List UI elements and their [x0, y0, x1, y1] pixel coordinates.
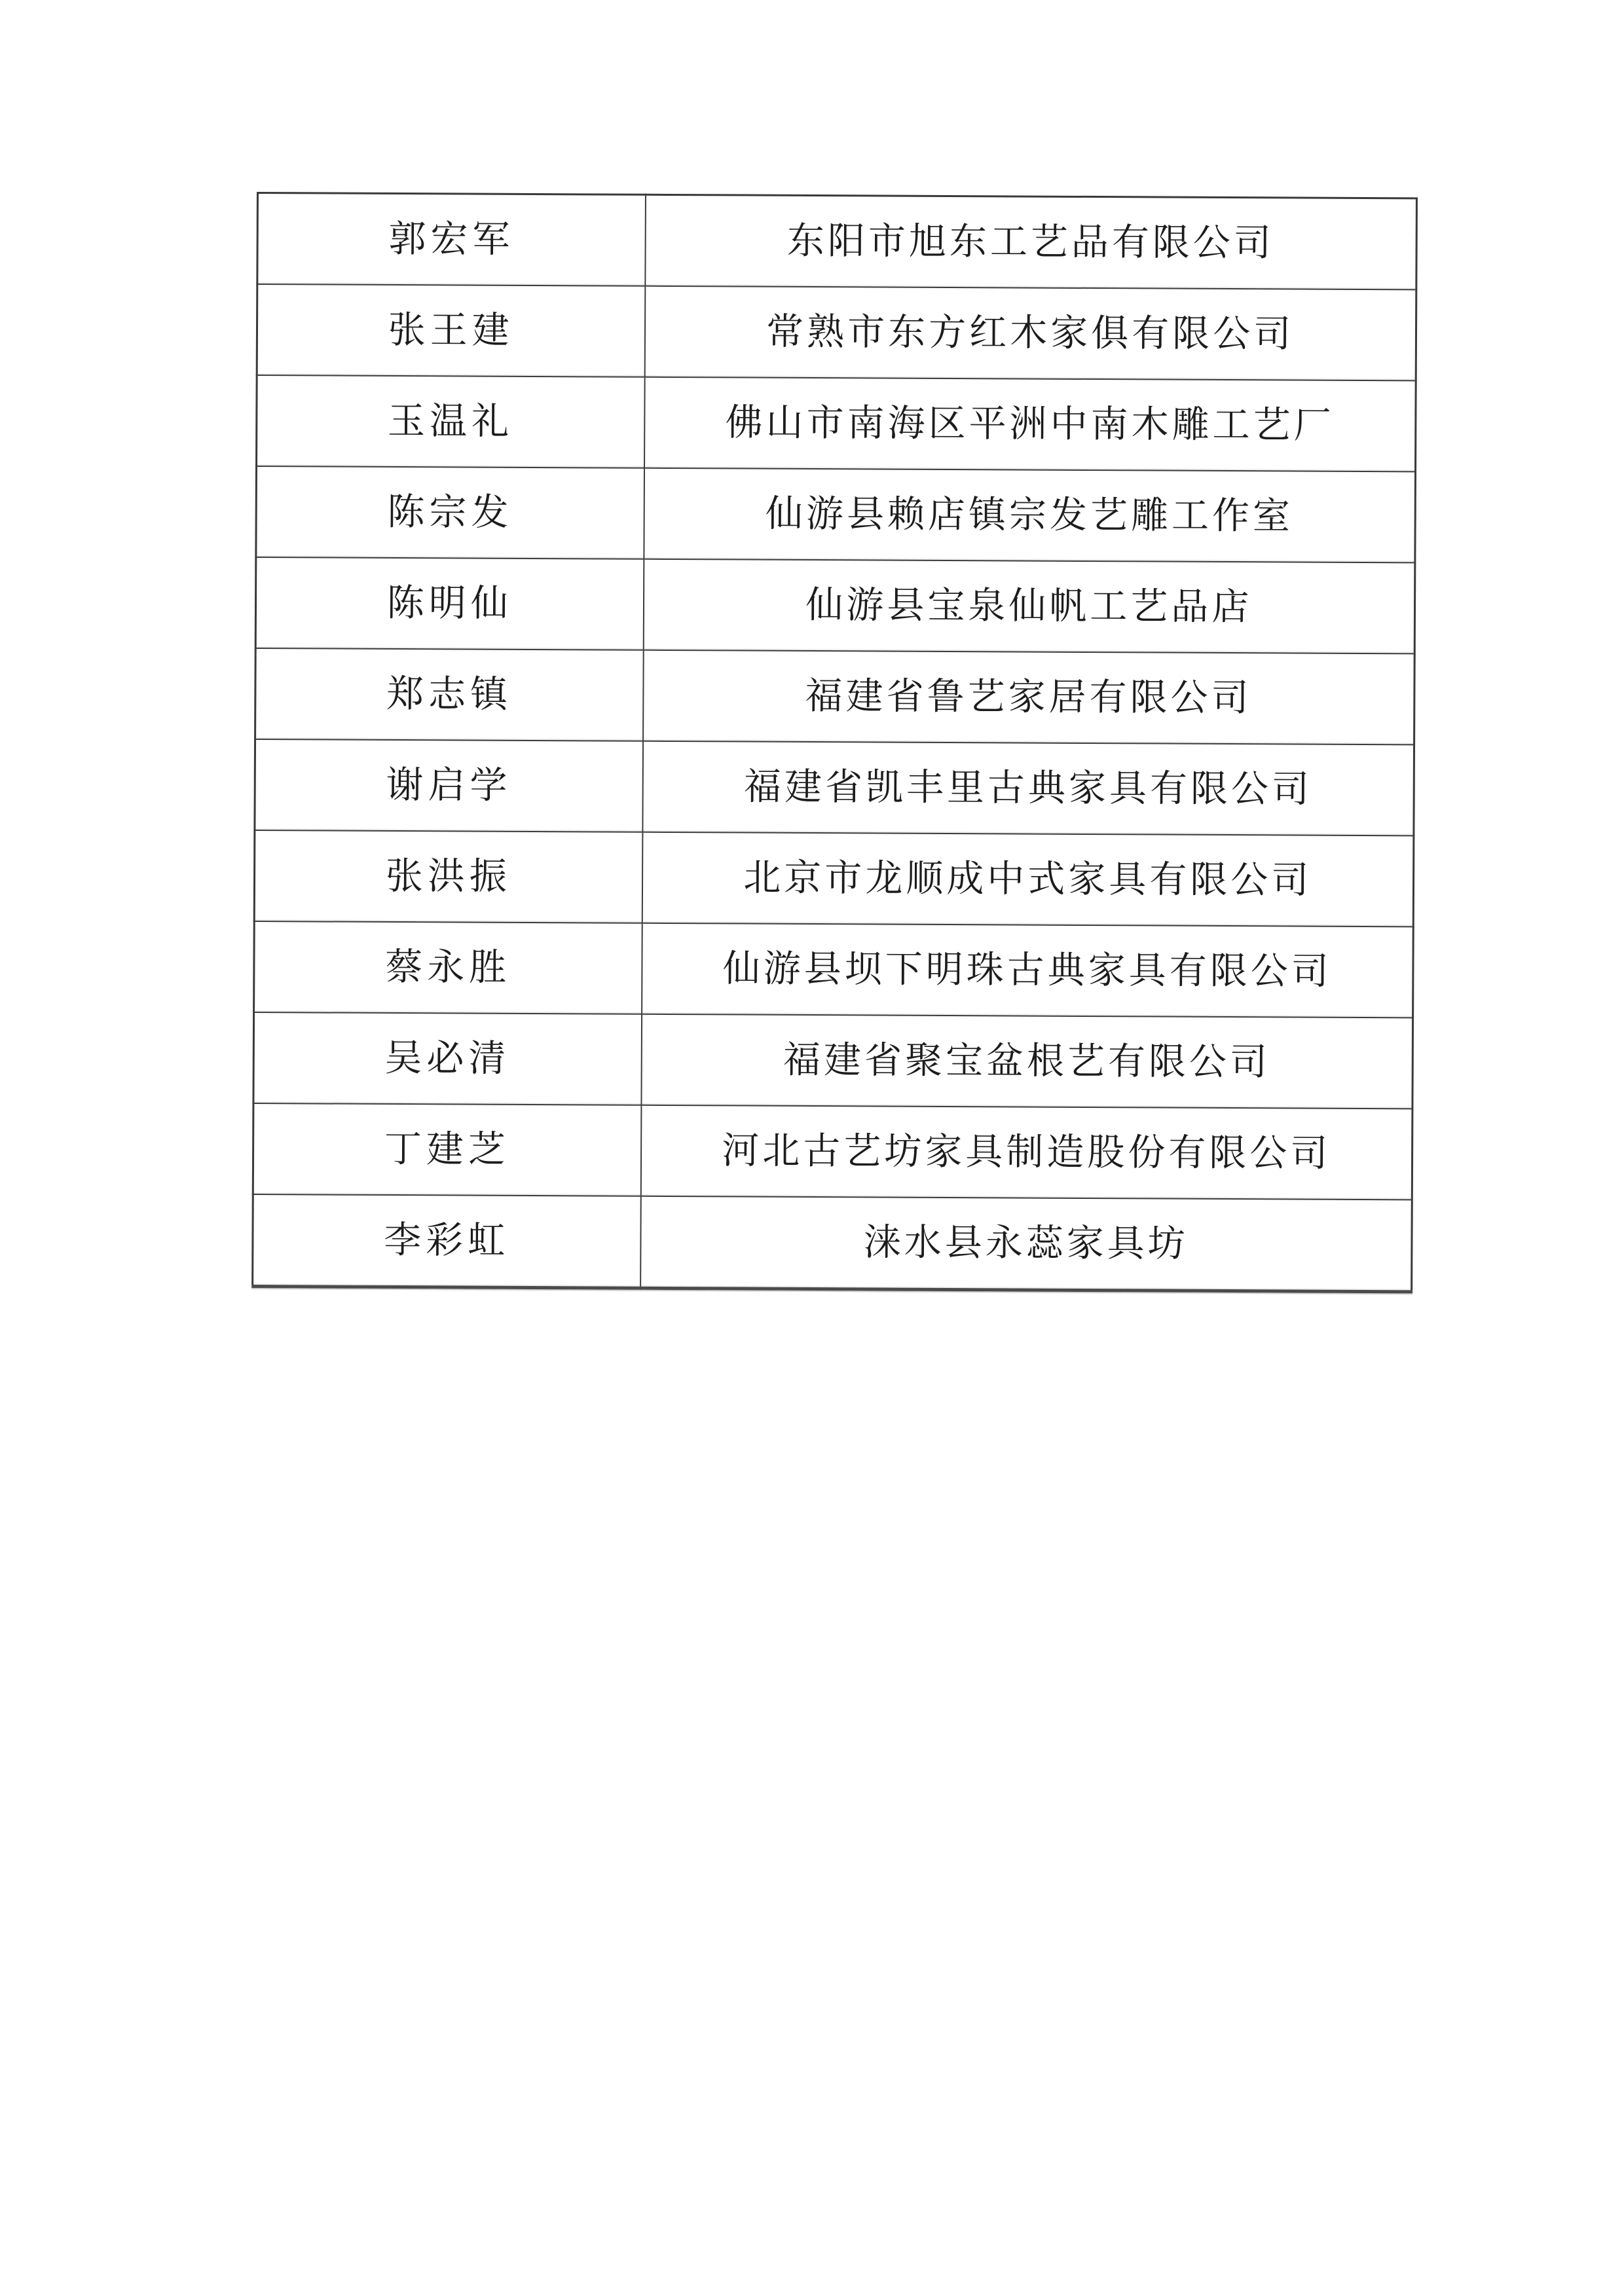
name-cell: 张洪振 [254, 830, 642, 923]
company-cell: 仙游县宝泉仙帆工艺品店 [643, 559, 1415, 654]
company-cell: 东阳市旭东工艺品有限公司 [645, 194, 1417, 289]
company-cell: 北京市龙顺成中式家具有限公司 [642, 832, 1414, 927]
name-cell: 陈明仙 [255, 557, 644, 650]
table-row [257, 284, 1416, 380]
name-cell: 李彩虹 [253, 1194, 641, 1288]
name-cell: 丁建芝 [253, 1103, 641, 1196]
name-cell: 郭宏军 [257, 193, 646, 286]
name-cell: 郑志镇 [255, 648, 644, 741]
table-row [253, 1012, 1413, 1109]
table-row [255, 739, 1414, 835]
company-cell: 福建省凯丰里古典家具有限公司 [642, 741, 1414, 836]
company-cell: 福建省鲁艺家居有限公司 [643, 650, 1415, 745]
company-cell: 佛山市南海区平洲中南木雕工艺厂 [644, 377, 1416, 472]
table-row [257, 193, 1417, 290]
name-company-table [251, 192, 1418, 1293]
table-row [253, 1103, 1412, 1200]
name-cell: 蔡永胜 [254, 921, 642, 1014]
table-row [255, 557, 1415, 653]
table-row [256, 466, 1416, 562]
company-cell: 仙游县坝下明珠古典家具有限公司 [642, 923, 1414, 1018]
company-cell: 涞水县永蕊家具坊 [640, 1196, 1412, 1292]
table-row [253, 1194, 1412, 1292]
name-cell: 张王建 [257, 284, 645, 377]
name-cell: 玉温礼 [257, 375, 645, 468]
name-cell: 吴必清 [253, 1012, 642, 1105]
table-row [257, 375, 1416, 471]
company-cell: 福建省聚宝盆根艺有限公司 [641, 1014, 1413, 1109]
table-row [254, 830, 1414, 927]
table-row [254, 921, 1414, 1018]
name-cell: 陈宗发 [256, 466, 644, 559]
company-cell: 河北古艺坊家具制造股份有限公司 [640, 1105, 1412, 1200]
table-row [255, 648, 1415, 744]
company-cell: 仙游县赖店镇宗发艺雕工作室 [644, 468, 1416, 563]
name-cell: 谢启学 [255, 739, 643, 832]
company-cell: 常熟市东方红木家俱有限公司 [644, 286, 1416, 381]
